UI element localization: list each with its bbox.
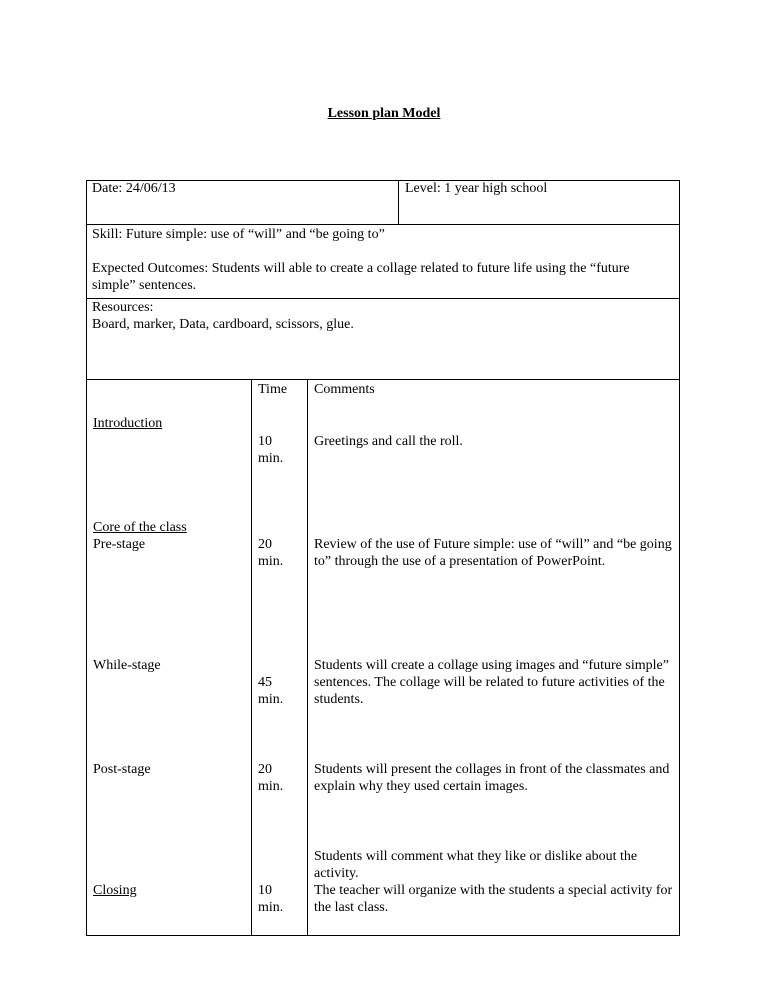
pre-stage-comment: Review of the use of Future simple: use of “will” and “be going to” through the use of a presentation of PowerPoint. [314,537,672,569]
header-divider-2 [86,298,680,299]
comments-header: Comments [314,382,375,397]
document-title: Lesson plan Model [327,106,441,121]
expected-outcomes: Expected Outcomes: Students will able to create a collage related to future life using the “future simple” sentences. [92,261,630,293]
while-stage-comment: Students will create a collage using images and “future simple” sentences. The collage will be related to future activities of the students. [314,658,669,707]
time-header: Time [258,382,288,397]
while-stage-label: While-stage [93,658,161,673]
header-divider-vertical [398,180,399,225]
introduction-label: Introduction [93,416,163,431]
closing-time: 10 min. [258,883,284,915]
skill-field: Skill: Future simple: use of “will” and “be going to” [92,227,385,242]
date-field: Date: 24/06/13 [92,181,176,196]
table-divider-stage-time [251,379,252,936]
post-stage-time: 20 min. [258,762,284,794]
post-stage-label: Post-stage [93,762,151,777]
header-divider-1 [86,224,680,225]
level-field: Level: 1 year high school [405,181,548,196]
resources-list: Board, marker, Data, cardboard, scissors, glue. [92,317,354,332]
pre-stage-time: 20 min. [258,537,284,569]
while-stage-time: 45 min. [258,675,284,707]
core-label: Core of the class [93,520,187,535]
table-divider-time-comments [307,379,308,936]
closing-label: Closing [93,883,137,898]
resources-label: Resources: [92,300,154,315]
introduction-comment: Greetings and call the roll. [314,434,463,449]
introduction-time: 10 min. [258,434,284,466]
pre-stage-label: Pre-stage [93,537,146,552]
post-stage-comment: Students will present the collages in front of the classmates and explain why they used certain images. [314,762,670,794]
closing-comment: Students will comment what they like or dislike about the activity. The teacher will organize with the students a special activity for the last class. [314,849,673,915]
